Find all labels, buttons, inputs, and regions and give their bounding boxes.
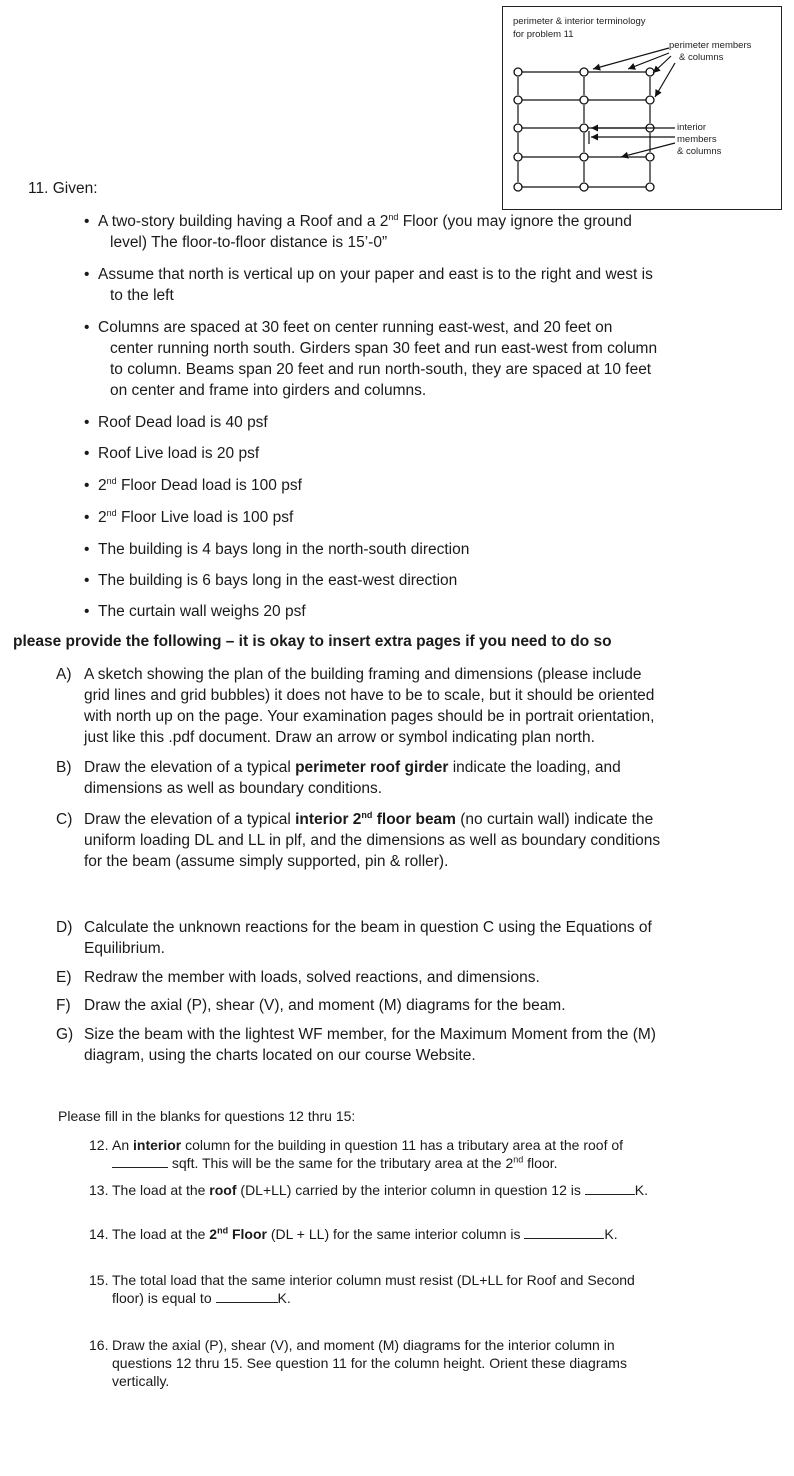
bullet-item: • 2nd Floor Live load is 100 psf [84, 507, 294, 526]
bullet-item: • Roof Live load is 20 psf [84, 445, 260, 462]
diagram-title-line1: perimeter & interior terminology [513, 16, 646, 27]
framing-sketch [503, 7, 783, 211]
bullet-item: • The building is 6 bays long in the east-west direction [84, 572, 458, 589]
bullet-glyph: • [84, 266, 90, 283]
bullet-item: • The building is 4 bays long in the north-south direction [84, 541, 470, 558]
bullet-item: • Assume that north is vertical up on your paper and east is to the right and west is to the left [84, 266, 653, 304]
bullet-item: • The curtain wall weighs 20 psf [84, 603, 306, 620]
interior-label-line1: interior [677, 122, 707, 133]
bullet-item: • A two-story building having a Roof and a 2nd Floor (you may ignore the ground level) The floor-to-floor distance is 15’-0” [84, 211, 632, 251]
provide-heading: please provide the following – it is okay to insert extra pages if you need to do so [13, 633, 612, 650]
bullet-glyph: • [84, 572, 90, 589]
terminology-diagram [502, 6, 782, 210]
bullet-glyph: • [84, 213, 90, 230]
bullet-glyph: • [84, 509, 90, 526]
bullet-item: • Columns are spaced at 30 feet on center running east-west, and 20 feet on center running north south. Girders span 30 feet and run east-west from column to column. Beams span 20 feet and run north-south, they are spaced at 10 feet on center and frame into girders and columns. [84, 319, 658, 399]
bullet-item: • Roof Dead load is 40 psf [84, 414, 268, 431]
bullet-glyph: • [84, 477, 90, 494]
answer-blank-12[interactable] [112, 1154, 168, 1168]
interior-label-line2: members [677, 134, 717, 145]
answer-blank-15[interactable] [216, 1289, 278, 1303]
interior-label-line3: & columns [677, 146, 722, 157]
diagram-title-line2: for problem 11 [513, 29, 574, 40]
bullet-glyph: • [84, 445, 90, 462]
bullet-glyph: • [84, 319, 90, 336]
pointer-arrows [591, 48, 675, 157]
bullet-glyph: • [84, 541, 90, 558]
fill-in-intro: Please fill in the blanks for questions 12 thru 15: [58, 1108, 356, 1124]
bullet-glyph: • [84, 603, 90, 620]
bullet-item: • 2nd Floor Dead load is 100 psf [84, 475, 302, 494]
perimeter-label-line1: perimeter members [669, 40, 752, 51]
bullet-glyph: • [84, 414, 90, 431]
answer-blank-13[interactable] [585, 1181, 635, 1195]
perimeter-label-line2: & columns [679, 52, 724, 63]
problem-11-label: 11. Given: [28, 180, 98, 197]
answer-blank-14[interactable] [524, 1225, 604, 1239]
